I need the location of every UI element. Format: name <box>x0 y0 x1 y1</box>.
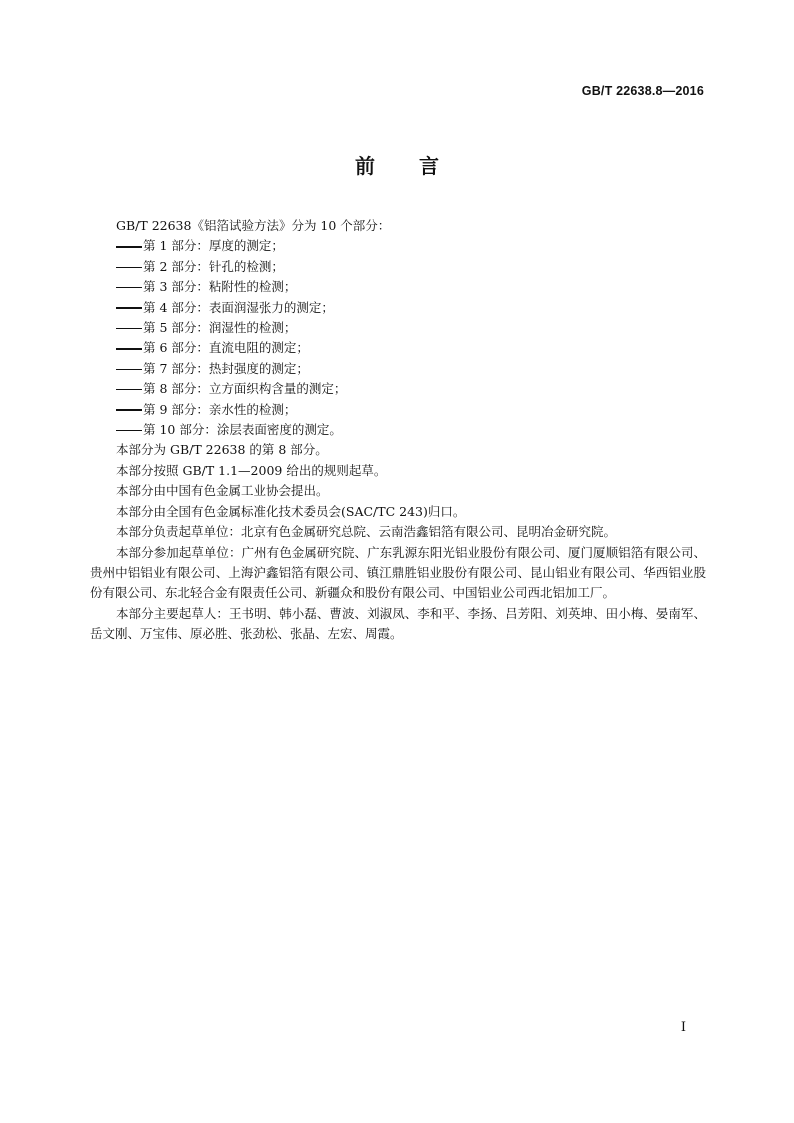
foreword-body <box>90 216 706 645</box>
list-item <box>90 338 706 358</box>
dash-mark <box>116 348 142 349</box>
list-item-text: 第 10 部分：涂层表面密度的测定。 <box>143 422 342 438</box>
list-item <box>90 318 706 338</box>
standard-number: GB/T 22638.8—2016 <box>581 84 704 98</box>
list-item-text: 第 6 部分：直流电阻的测定； <box>143 340 309 356</box>
list-item <box>90 379 706 399</box>
intro-paragraph: GB/T 22638《铝箔试验方法》分为 10 个部分： <box>116 218 391 233</box>
list-item <box>90 359 706 379</box>
paragraph-responsible-units: 本部分负责起草单位：北京有色金属研究总院、云南浩鑫铝箔有限公司、昆明冶金研究院。 <box>116 524 617 540</box>
dash-mark <box>116 430 142 431</box>
list-item <box>90 400 706 420</box>
list-item-text: 第 5 部分：润湿性的检测； <box>143 320 297 336</box>
list-item-text: 第 3 部分：粘附性的检测； <box>143 279 297 295</box>
paragraph-participating-units: 本部分参加起草单位：广州有色金属研究院、广东乳源东阳光铝业股份有限公司、厦门厦顺铝箔有限公司、贵州中铝铝业有限公司、上海沪鑫铝箔有限公司、镇江鼎胜铝业股份有限公司、昆山铝业有限公司、华西铝业股份有限公司、东北轻合金有限责任公司、新疆众和股份有限公司、中国铝业公司西北铝加工厂。 <box>90 544 706 601</box>
list-item-text: 第 4 部分：表面润湿张力的测定； <box>143 299 334 315</box>
page-number: I <box>680 1020 686 1035</box>
list-item <box>90 298 706 318</box>
dash-mark <box>116 409 142 410</box>
list-item <box>90 420 706 440</box>
dash-mark <box>116 328 142 329</box>
paragraph-proposer: 本部分由中国有色金属工业协会提出。 <box>116 483 329 499</box>
dash-mark <box>116 287 142 288</box>
paragraph-part-scope: 本部分为 GB/T 22638 的第 8 部分。 <box>116 442 328 458</box>
parts-list <box>90 236 706 440</box>
list-item-text: 第 7 部分：热封强度的测定； <box>143 360 309 376</box>
paragraph-committee: 本部分由全国有色金属标准化技术委员会(SAC/TC 243)归口。 <box>116 503 466 519</box>
list-item <box>90 257 706 277</box>
list-item-text: 第 1 部分：厚度的测定； <box>143 238 284 254</box>
paragraph-drafting-rules: 本部分按照 GB/T 1.1—2009 给出的规则起草。 <box>116 462 387 478</box>
list-item-text: 第 2 部分：针孔的检测； <box>143 258 284 274</box>
dash-mark <box>116 389 142 390</box>
list-item-text: 第 9 部分：亲水性的检测； <box>143 401 297 417</box>
list-item-text: 第 8 部分：立方面织构含量的测定； <box>143 381 347 397</box>
page-title: 前言 <box>355 154 483 178</box>
dash-mark <box>116 369 142 370</box>
paragraph-drafters: 本部分主要起草人：王书明、韩小磊、曹波、刘淑凤、李和平、李扬、吕芳阳、刘英坤、田小梅、晏南军、岳文刚、万宝伟、原必胜、张劲松、张晶、左宏、周霞。 <box>90 605 706 642</box>
list-item <box>90 277 706 297</box>
dash-mark <box>116 307 142 308</box>
dash-mark <box>116 246 142 247</box>
dash-mark <box>116 267 142 268</box>
list-item <box>90 236 706 256</box>
